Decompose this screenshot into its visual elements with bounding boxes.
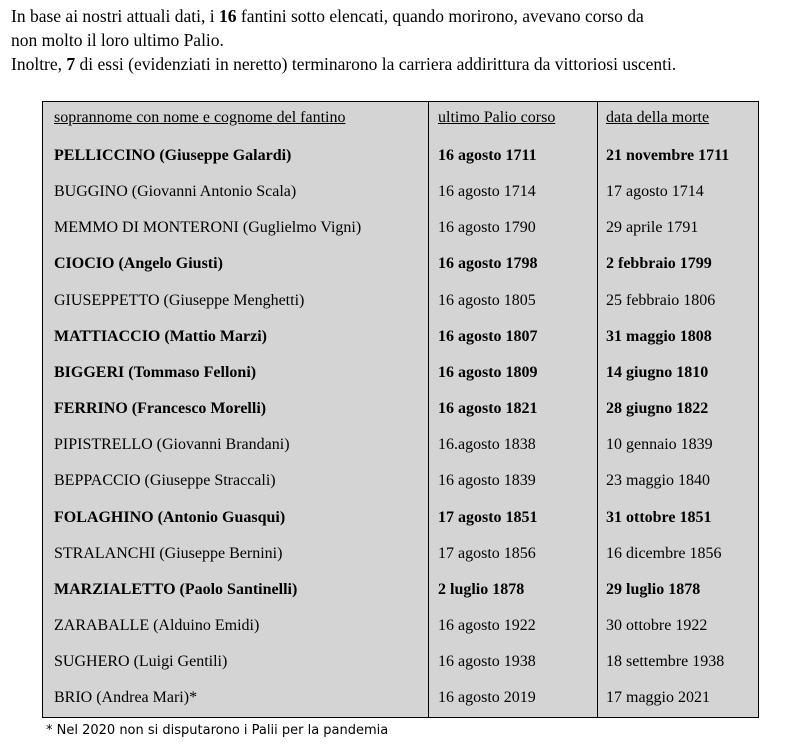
jockey-name: PIPISTRELLO (Giovanni Brandani)	[54, 436, 290, 454]
footnote: * Nel 2020 non si disputarono i Palii per la pandemia	[46, 723, 389, 738]
table-row	[43, 138, 758, 174]
table-row	[43, 463, 758, 499]
last-palio-date: 2 luglio 1878	[438, 580, 525, 598]
death-date: 18 settembre 1938	[606, 653, 725, 671]
intro-line-3-end: di essi (evidenziati in neretto) terminarono la carriera addirittura da vittoriosi uscenti.	[75, 54, 677, 74]
last-palio-date: 16 agosto 1821	[438, 400, 538, 418]
jockey-name: GIUSEPPETTO (Giuseppe Menghetti)	[54, 291, 305, 309]
last-palio-date: 16 agosto 1839	[438, 472, 536, 490]
jockey-name: FOLAGHINO (Antonio Guasqui)	[54, 508, 286, 526]
table-row	[43, 644, 758, 680]
table-row	[43, 680, 758, 716]
intro-count-winners: 7	[66, 54, 76, 74]
intro-paragraph	[11, 4, 786, 76]
last-palio-date: 16 agosto 1711	[438, 147, 537, 164]
jockey-name: BIGGERI (Tommaso Felloni)	[54, 363, 257, 381]
last-palio-date: 17 agosto 1856	[438, 544, 536, 562]
jockeys-table	[42, 101, 759, 718]
last-palio-date: 16 agosto 1922	[438, 616, 536, 634]
death-date: 14 giugno 1810	[606, 363, 709, 381]
jockey-name: BRIO (Andrea Mari)*	[54, 689, 198, 707]
intro-line-3	[11, 52, 786, 76]
last-palio-date: 16 agosto 1938	[438, 653, 536, 671]
death-date: 21 novembre 1711	[606, 147, 730, 164]
jockey-name: STRALANCHI (Giuseppe Bernini)	[54, 544, 283, 562]
death-date: 16 dicembre 1856	[606, 544, 722, 562]
table-row	[43, 608, 758, 644]
table-row	[43, 319, 758, 355]
table-row	[43, 355, 758, 391]
jockey-name: BUGGINO (Giovanni Antonio Scala)	[54, 183, 297, 201]
last-palio-date: 16 agosto 2019	[438, 689, 536, 707]
jockey-name: CIOCIO (Angelo Giusti)	[54, 255, 223, 273]
table-row	[43, 174, 758, 210]
death-date: 29 luglio 1878	[606, 580, 701, 598]
header-name: soprannome con nome e cognome del fantino	[54, 109, 346, 126]
death-date: 31 ottobre 1851	[606, 508, 712, 526]
last-palio-date: 16 agosto 1790	[438, 219, 536, 237]
table-row	[43, 283, 758, 319]
intro-line-1-end: fantini sotto elencati, quando morirono, avevano corso da	[236, 6, 644, 26]
table-row	[43, 246, 758, 282]
header-last-palio: ultimo Palio corso	[438, 109, 556, 126]
header-death-date: data della morte	[606, 109, 710, 126]
intro-line-2: non molto il loro ultimo Palio.	[11, 30, 224, 50]
table-row	[43, 536, 758, 572]
jockey-name: FERRINO (Francesco Morelli)	[54, 400, 267, 418]
table-row	[43, 427, 758, 463]
last-palio-date: 16 agosto 1714	[438, 183, 536, 201]
table-row	[43, 210, 758, 246]
jockey-name: ZARABALLE (Alduino Emidi)	[54, 616, 260, 634]
last-palio-date: 16 agosto 1807	[438, 327, 538, 345]
last-palio-date: 16 agosto 1809	[438, 363, 538, 381]
last-palio-date: 16 agosto 1805	[438, 291, 536, 309]
table-header-row	[43, 100, 758, 136]
table-row	[43, 391, 758, 427]
death-date: 17 agosto 1714	[606, 183, 704, 201]
intro-line-1-start: In base ai nostri attuali dati, i	[11, 6, 220, 26]
death-date: 28 giugno 1822	[606, 400, 709, 418]
death-date: 30 ottobre 1922	[606, 616, 708, 634]
intro-count-jockeys: 16	[219, 6, 237, 26]
jockey-name: MARZIALETTO (Paolo Santinelli)	[54, 580, 298, 598]
last-palio-date: 16 agosto 1798	[438, 255, 538, 273]
table-row	[43, 500, 758, 536]
jockey-name: SUGHERO (Luigi Gentili)	[54, 653, 228, 671]
death-date: 2 febbraio 1799	[606, 255, 712, 273]
death-date: 29 aprile 1791	[606, 219, 699, 237]
intro-line-1	[11, 4, 786, 28]
jockey-name: MEMMO DI MONTERONI (Guglielmo Vigni)	[54, 219, 362, 237]
last-palio-date: 17 agosto 1851	[438, 508, 538, 526]
jockey-name: MATTIACCIO (Mattio Marzi)	[54, 327, 267, 345]
intro-line-3-start: Inoltre,	[11, 54, 67, 74]
jockey-name: BEPPACCIO (Giuseppe Straccali)	[54, 472, 276, 490]
death-date: 23 maggio 1840	[606, 472, 710, 490]
table-row	[43, 572, 758, 608]
last-palio-date: 16.agosto 1838	[438, 436, 536, 454]
death-date: 17 maggio 2021	[606, 689, 710, 707]
death-date: 10 gennaio 1839	[606, 436, 713, 454]
jockey-name: PELLICCINO (Giuseppe Galardi)	[54, 147, 292, 164]
death-date: 25 febbraio 1806	[606, 291, 716, 309]
death-date: 31 maggio 1808	[606, 327, 712, 345]
